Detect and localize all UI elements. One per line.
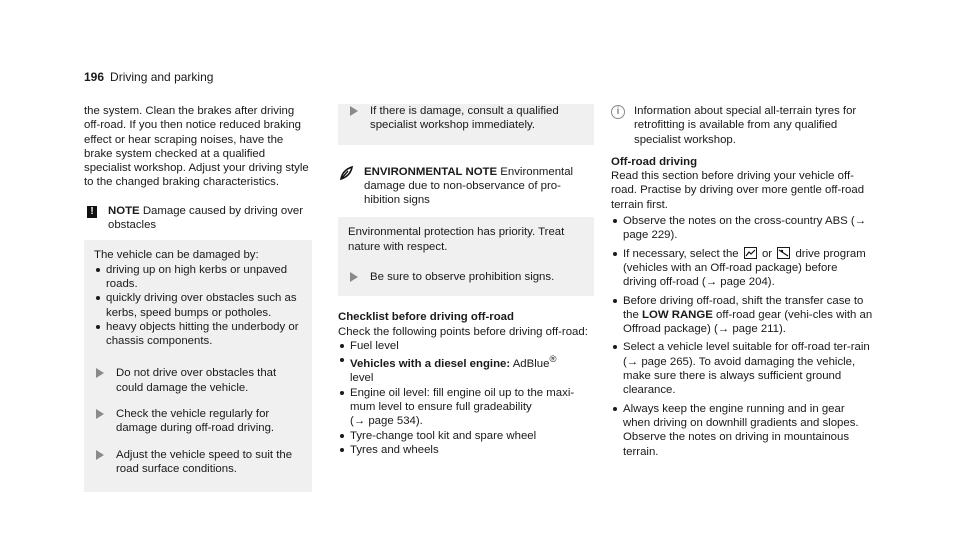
step (94, 407, 304, 436)
step (94, 366, 304, 395)
info-block (611, 104, 873, 147)
page-number: 196 (84, 70, 105, 84)
note-label: NOTE (108, 204, 140, 217)
intro-paragraph: the system. Clean the brakes after driving off-road. If you then notice reduced braking effect or hear scraping noises, have the brake system checked at a qualified specialist workshop. Adjust your driving style to the changed braking characteristics. (84, 105, 309, 189)
list-item: Observe the notes on the cross-country ABS (→ page 229). (611, 214, 873, 243)
environment-note-text: Environmental protection has priority. Treat nature with respect. (348, 226, 565, 253)
note-list (94, 263, 304, 349)
step-text: Be sure to observe prohibition signs. (370, 271, 555, 284)
list-item: Fuel level (338, 339, 594, 353)
list-item (338, 386, 594, 429)
note-lead: The vehicle can be damaged by: (94, 249, 259, 262)
column-1 (84, 104, 312, 492)
step-arrow-icon (350, 272, 358, 282)
list-item-text: level (350, 372, 374, 385)
list-item-text: Engine oil level: fill engine oil up to the maxi-mum level to ensure full gradeability (350, 386, 575, 413)
checklist (338, 339, 594, 457)
list-item: Tyre-change tool kit and spare wheel (338, 429, 594, 443)
registered-mark: ® (549, 354, 557, 366)
list-item-text: If necessary, select the (623, 247, 742, 260)
environment-note-body (338, 217, 594, 296)
list-item (611, 247, 873, 290)
environment-note-header (338, 159, 594, 218)
note-title: Damage caused by driving over obstacles (108, 204, 304, 232)
offroad-intro: Read this section before driving your vehicle off-road. Practise by driving over more gentle off-road terrain first. (611, 170, 865, 211)
list-item-bold: Vehicles with a diesel engine: (350, 358, 511, 371)
step-arrow-icon (96, 450, 104, 460)
column-2 (338, 104, 594, 457)
list-item-text: off-road gear (vehi-cles with an Offroad package) (→ page 211). (623, 308, 873, 336)
list-item-text: AdBlue (510, 358, 550, 371)
page-header (84, 70, 213, 84)
step-arrow-icon (96, 368, 104, 378)
info-icon: i (611, 105, 625, 119)
step-arrow-icon (350, 106, 358, 116)
offroad-list (611, 214, 873, 459)
continued-step-box (338, 104, 594, 145)
checklist-lead: Check the following points before driving off-road: (338, 325, 588, 338)
list-item: Tyres and wheels (338, 443, 594, 457)
list-item-text: drive program (vehicles with an Off-road package) before driving off-road (→ page 204). (623, 247, 866, 289)
step-text: Check the vehicle regularly for damage during off-road driving. (116, 408, 275, 435)
list-item: Always keep the engine running and in gear when driving on downhill gradients and slopes. Observe the notes on driving in mountainous terrain. (611, 402, 873, 459)
note-header (84, 198, 312, 241)
list-item (611, 294, 873, 337)
offroad-heading: Off-road driving (611, 155, 698, 168)
rock-crawl-drive-icon (744, 247, 757, 259)
section-title: Driving and parking (110, 70, 214, 84)
list-item: quickly driving over obstacles such as kerbs, speed bumps or potholes. (94, 291, 304, 320)
list-item: driving up on high kerbs or unpaved roads. (94, 263, 304, 292)
warning-icon: ! (84, 205, 100, 219)
info-text: Information about special all-terrain tyres for retrofitting is available from any qualified specialist workshop. (634, 105, 857, 146)
low-range-label: LOW RANGE (642, 308, 713, 321)
page-reference-link[interactable]: (→ page 534). (350, 415, 423, 428)
step-text: Do not drive over obstacles that could damage the vehicle. (116, 367, 277, 394)
list-item: Select a vehicle level suitable for off-road ter-rain (→ page 265). To avoid damaging the vehicle, make sure there is always sufficient ground clearance. (611, 340, 873, 397)
step (348, 104, 586, 133)
list-item (338, 353, 594, 385)
environment-note-title: Environmental damage due to non-observance of pro-hibition signs (364, 165, 574, 207)
step-text: Adjust the vehicle speed to suit the road surface conditions. (116, 448, 293, 475)
leaf-icon (338, 165, 358, 208)
note-body (84, 240, 312, 492)
note-box (84, 198, 312, 492)
step (348, 270, 586, 290)
column-3 (611, 104, 873, 459)
step-arrow-icon (96, 409, 104, 419)
environment-note-label: ENVIRONMENTAL NOTE (364, 165, 498, 178)
step-text: If there is damage, consult a qualified specialist workshop immediately. (370, 105, 559, 132)
trail-drive-icon (777, 247, 790, 259)
step (94, 448, 304, 487)
checklist-heading: Checklist before driving off-road (338, 311, 514, 324)
list-item-text: Before driving off-road, shift the transfer case to the (623, 294, 864, 321)
list-item: heavy objects hitting the underbody or chassis components. (94, 320, 304, 349)
environment-note-box (338, 159, 594, 297)
list-item-text: or (758, 247, 776, 260)
